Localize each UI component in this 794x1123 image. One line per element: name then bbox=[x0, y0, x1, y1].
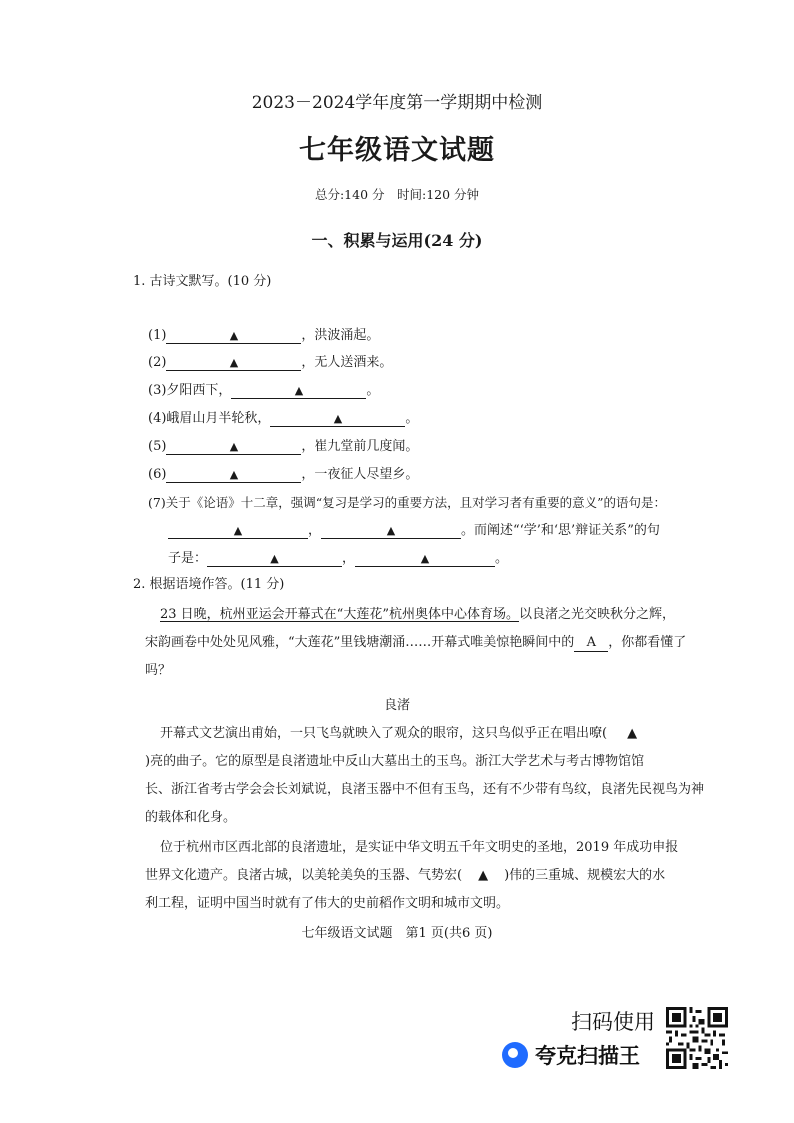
article-p2-line3: 利工程，证明中国当时就有了伟大的史前稻作文明和城市文明。 bbox=[145, 896, 510, 911]
q1-item-7-line2 bbox=[168, 521, 660, 541]
article-p2-line1: 位于杭州市区西北部的良渚遗址，是实证中华文明五千年文明史的圣地，2019 年成功申报 bbox=[160, 840, 679, 855]
q1-item-7-end-prefix: 子是： bbox=[168, 551, 208, 566]
triangle-icon: ▲ bbox=[229, 468, 239, 481]
q1-item-3-blank bbox=[231, 383, 366, 399]
q1-item-6 bbox=[148, 465, 418, 485]
q1-item-7-blank-4 bbox=[355, 551, 495, 567]
triangle-icon: ▲ bbox=[270, 552, 279, 565]
q1-item-3-text: 。 bbox=[366, 383, 380, 398]
q1-item-5-blank bbox=[166, 439, 301, 455]
q1-item-1 bbox=[148, 326, 379, 346]
q1-item-2-blank bbox=[166, 355, 301, 371]
article-p1-line2: )亮的曲子。它的原型是良渚遗址中反山大墓出土的玉鸟。浙江大学艺术与考古博物馆馆 bbox=[145, 754, 645, 769]
q1-item-4-text: 。 bbox=[405, 411, 419, 426]
q1-item-1-text: ，洪波涌起。 bbox=[301, 328, 380, 343]
q1-item-2-text: ，无人送酒来。 bbox=[301, 355, 393, 370]
triangle-icon: ▲ bbox=[229, 329, 239, 342]
article-p1-line3: 长、浙江省考古学会会长刘斌说，良渚玉器中不但有玉鸟，还有不少带有鸟纹，良渚先民视鸟为神 bbox=[145, 782, 705, 797]
q1-item-7-blank-1 bbox=[168, 523, 308, 539]
period: 。 bbox=[495, 551, 509, 566]
triangle-icon: ▲ bbox=[229, 356, 239, 369]
q1-heading: 1. 古诗文默写。(10 分) bbox=[133, 274, 272, 289]
brand-name: 夸克扫描王 bbox=[535, 1044, 640, 1068]
q1-item-3 bbox=[148, 381, 379, 401]
q1-item-5 bbox=[148, 437, 418, 457]
q1-item-4-num: (4)峨眉山月半轮秋， bbox=[148, 411, 271, 426]
triangle-icon: ▲ bbox=[294, 384, 304, 397]
q1-item-7-blank-2 bbox=[321, 523, 461, 539]
q1-item-6-num: (6) bbox=[148, 467, 167, 482]
article-p2-line2 bbox=[145, 861, 665, 890]
triangle-icon: ▲ bbox=[233, 524, 243, 537]
q1-item-5-text: ，崔九堂前几度闻。 bbox=[301, 439, 419, 454]
q1-item-4-blank bbox=[270, 411, 405, 427]
q2-intro-line2-pre: 宋韵画卷中处处见风雅，“大莲花”里钱塘潮涌……开幕式唯美惊艳瞬间中的 bbox=[145, 635, 575, 650]
q2-intro-line3: 吗？ bbox=[145, 663, 172, 678]
triangle-icon: ▲ bbox=[386, 524, 396, 537]
emphasized-char: 嘹 bbox=[589, 726, 603, 741]
q1-item-6-text: ，一夜征人尽望乡。 bbox=[301, 467, 419, 482]
q1-item-7-intro: (7)关于《论语》十二章，强调“复习是学习的重要方法，且对学习者有重要的意义”的语句是： bbox=[148, 495, 666, 510]
q1-item-2 bbox=[148, 353, 392, 373]
triangle-icon: ▲ bbox=[420, 552, 430, 565]
triangle-icon: ▲ bbox=[333, 412, 343, 425]
q1-item-3-num: (3)夕阳西下， bbox=[148, 383, 232, 398]
q1-item-7-line3 bbox=[168, 549, 508, 569]
triangle-icon: ▲ bbox=[478, 868, 489, 883]
section-title: 一、积累与运用(24 分) bbox=[311, 231, 483, 250]
article-p2-line2-pre: 世界文化遗产。良渚古城，以美轮美奂的玉器、气势宏( bbox=[145, 868, 463, 883]
q1-item-1-blank bbox=[166, 328, 301, 344]
exam-year-title: 2023－2024学年度第一学期期中检测 bbox=[251, 93, 543, 113]
article-p1-line1-pre: 开幕式文艺演出甫始，一只飞鸟就映入了观众的眼帘，这只鸟似乎正在唱出 bbox=[160, 726, 590, 741]
q1-item-7-mid: 。而阐述“‘学’和‘思’辩证关系”的句 bbox=[461, 523, 660, 538]
quark-logo-icon bbox=[502, 1042, 528, 1068]
comma: ， bbox=[342, 551, 356, 566]
scanner-brand bbox=[502, 1040, 640, 1070]
q1-item-6-blank bbox=[166, 467, 301, 483]
q1-item-1-num: (1) bbox=[148, 328, 167, 343]
exam-title: 七年级语文试题 bbox=[299, 135, 495, 166]
q2-answer-blank-a: A bbox=[574, 635, 608, 652]
q2-heading: 2. 根据语境作答。(11 分) bbox=[133, 577, 285, 592]
q1-item-5-num: (5) bbox=[148, 439, 167, 454]
page-footer: 七年级语文试题 第1 页(共6 页) bbox=[301, 926, 493, 941]
article-p1-line4: 的载体和化身。 bbox=[145, 810, 237, 825]
paren-open: ( bbox=[602, 726, 608, 741]
comma: ， bbox=[308, 523, 322, 538]
q1-item-4 bbox=[148, 409, 418, 429]
triangle-icon: ▲ bbox=[627, 726, 638, 741]
q2-intro-underlined: 23 日晚，杭州亚运会开幕式在“大莲花”杭州奥体中心体育场。 bbox=[160, 607, 519, 622]
q2-intro-rest: 以良渚之光交映秋分之辉， bbox=[518, 607, 675, 622]
article-p2-line2-post: )伟的三重城、规模宏大的水 bbox=[504, 868, 666, 883]
exam-meta: 总分:140 分 时间:120 分钟 bbox=[314, 187, 480, 202]
q2-intro-line1 bbox=[160, 600, 675, 629]
q1-item-2-num: (2) bbox=[148, 355, 167, 370]
article-title: 良渚 bbox=[383, 698, 410, 713]
q2-intro-line2-post: ，你都看懂了 bbox=[608, 635, 687, 650]
scan-to-use-text: 扫码使用 bbox=[571, 1010, 655, 1034]
q1-item-7-blank-3 bbox=[207, 551, 342, 567]
q2-intro-line2 bbox=[145, 628, 686, 657]
qr-code-icon[interactable] bbox=[666, 1007, 728, 1069]
article-p1-line1 bbox=[160, 719, 637, 748]
triangle-icon: ▲ bbox=[229, 440, 239, 453]
